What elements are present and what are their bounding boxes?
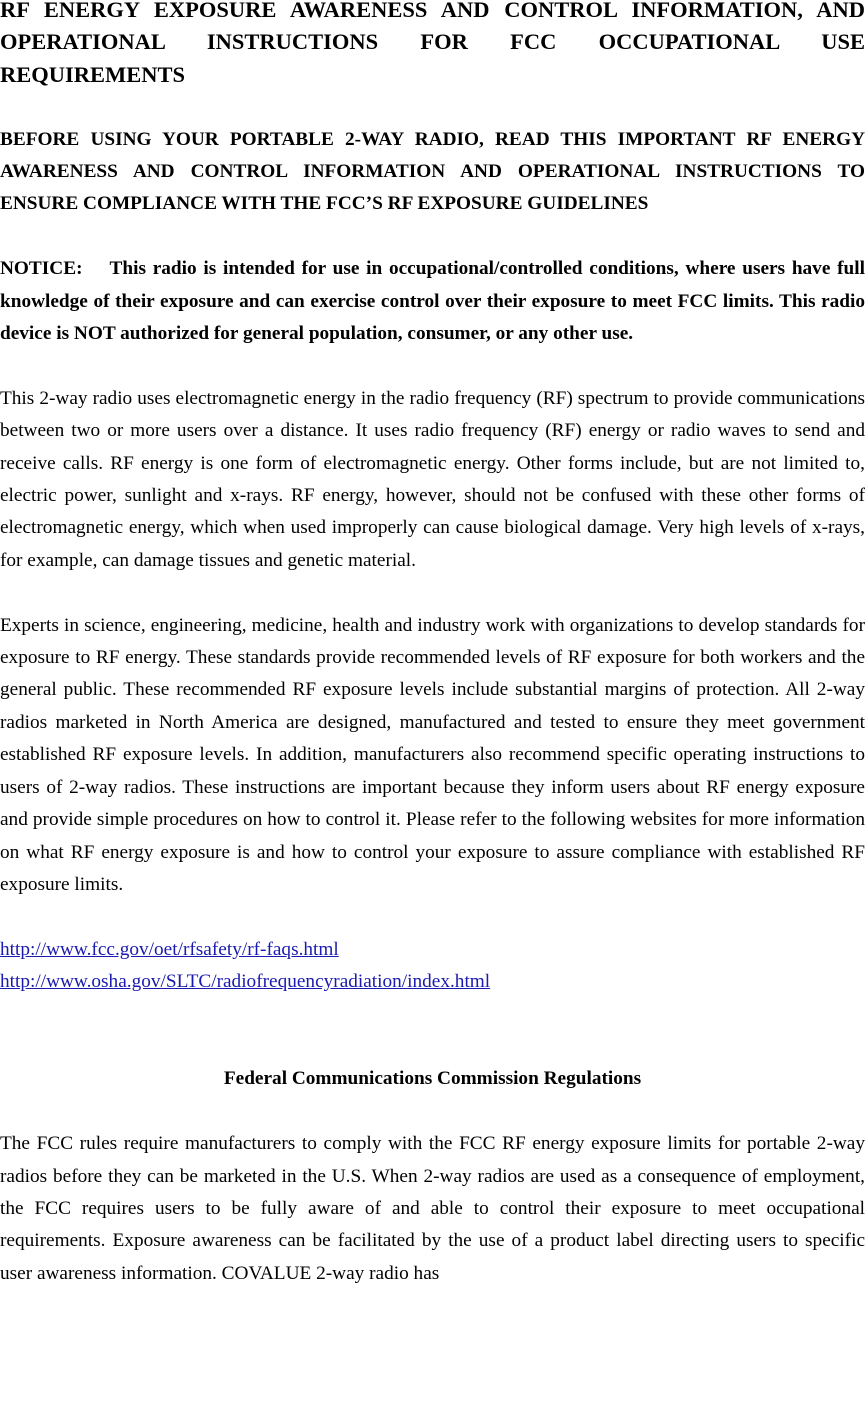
spacer (0, 221, 865, 253)
fcc-rf-faq-link[interactable]: http://www.fcc.gov/oet/rfsafety/rf-faqs.html (0, 938, 339, 960)
osha-rf-radiation-link[interactable]: http://www.osha.gov/SLTC/radiofrequencyradiation/index.html (0, 971, 491, 993)
spacer (0, 999, 865, 1064)
spacer (0, 577, 865, 609)
before-using-instructions: BEFORE USING YOUR PORTABLE 2-WAY RADIO, READ THIS IMPORTANT RF ENERGY AWARENESS AND CONTROL INFORMATION AND OPERATIONAL INSTRUCTIONS TO ENSURE COMPLIANCE WITH THE FCC’S RF EXPOSURE GUIDELINES (0, 128, 865, 215)
fcc-rules-paragraph: The FCC rules require manufacturers to comply with the FCC RF energy exposure limits for portable 2-way radios before they can be marketed in the U.S. When 2-way radios are used as a consequence of employment, the FCC requires users to be fully aware of and able to control their exposure to meet occupational requirements. Exposure awareness can be facilitated by the use of a product label directing users to specific user awareness information. COVALUE 2-way radio has (0, 1133, 865, 1284)
rf-energy-paragraph: This 2-way radio uses electromagnetic energy in the radio frequency (RF) spectrum to provide communications between two or more users over a distance. It uses radio frequency (RF) energy or radio waves to send and receive calls. RF energy is one form of electromagnetic energy. Other forms include, but are not limited to, electric power, sunlight and x-rays. RF energy, however, should not be confused with these other forms of electromagnetic energy, which when used improperly can cause biological damage. Very high levels of x-rays, for example, can damage tissues and genetic material. (0, 387, 865, 571)
notice-text: This radio is intended for use in occupational/controlled conditions, where users have full knowledge of their exposure and can exercise control over their exposure to meet FCC limits. This radio device is NOT authorized for general population, consumer, or any other use. (0, 258, 865, 345)
notice-paragraph (0, 253, 865, 350)
spacer (0, 901, 865, 933)
reference-links (0, 934, 865, 999)
notice-label: NOTICE: (0, 258, 83, 280)
spacer (0, 1096, 865, 1128)
spacer (0, 91, 865, 123)
document-title: RF ENERGY EXPOSURE AWARENESS AND CONTROL INFORMATION, AND OPERATIONAL INSTRUCTIONS FOR FCC OCCUPATIONAL USE REQUIREMENTS (0, 0, 865, 87)
spacer (0, 350, 865, 382)
experts-paragraph: Experts in science, engineering, medicine, health and industry work with organizations to develop standards for exposure to RF energy. These standards provide recommended levels of RF exposure for both workers and the general public. These recommended RF exposure levels include substantial margins of protection. All 2-way radios marketed in North America are designed, manufactured and tested to ensure they meet government established RF exposure levels. In addition, manufacturers also recommend specific operating instructions to users of 2-way radios. These instructions are important because they inform users about RF energy exposure and provide simple procedures on how to control it. Please refer to the following websites for more information on what RF energy exposure is and how to control your exposure to assure compliance with established RF exposure limits. (0, 614, 865, 895)
fcc-regulations-heading: Federal Communications Commission Regulations (223, 1068, 642, 1090)
